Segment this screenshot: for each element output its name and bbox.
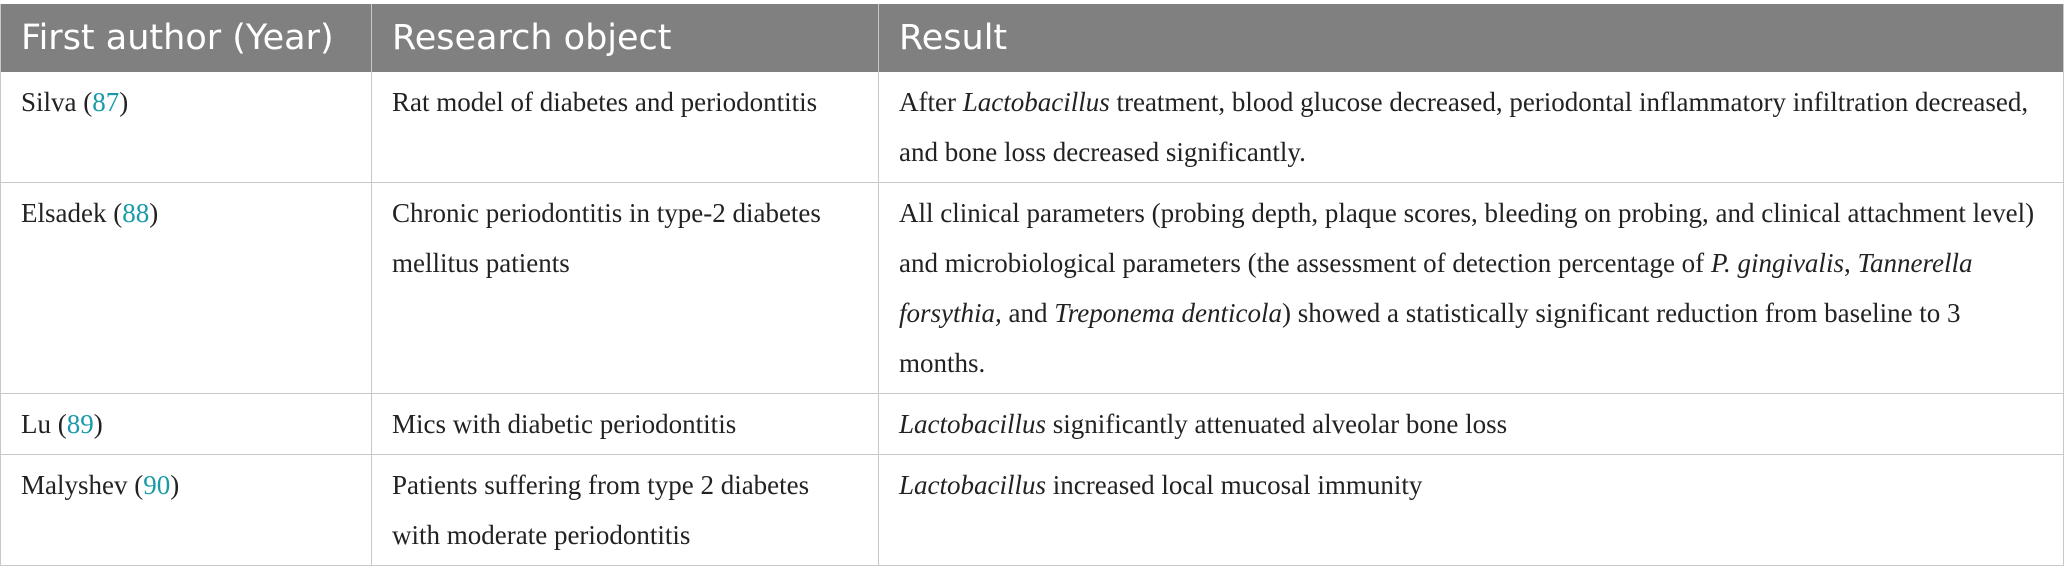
result-text: Lactobacillus <box>899 470 1046 500</box>
author-cell: Lu (89) <box>1 394 372 455</box>
author-name: Lu <box>21 409 51 439</box>
research-object-cell: Chronic periodontitis in type-2 diabetes mellitus patients <box>372 183 879 394</box>
author-cell: Malyshev (90) <box>1 455 372 566</box>
result-text: P. gingivalis <box>1710 248 1844 278</box>
result-cell <box>879 183 2064 394</box>
result-text: , <box>1843 248 1858 278</box>
author-cell: Elsadek (88) <box>1 183 372 394</box>
reference-link[interactable]: 88 <box>122 198 150 228</box>
research-object-cell: Rat model of diabetes and periodontitis <box>372 72 879 183</box>
result-text: Lactobacillus <box>899 409 1046 439</box>
result-cell <box>879 455 2064 566</box>
reference-link[interactable]: 87 <box>92 87 120 117</box>
table-row <box>1 183 2064 394</box>
author-name: Elsadek <box>21 198 107 228</box>
header-row <box>1 4 2064 72</box>
reference-link[interactable]: 90 <box>143 470 171 500</box>
result-text: ) showed a statistically significant reduction from baseline to 3 months. <box>899 298 1966 378</box>
studies-table <box>0 4 2064 566</box>
result-text: significantly attenuated alveolar bone loss <box>1046 409 1508 439</box>
result-text: Tannerella forsythia, <box>899 248 1973 328</box>
table-row <box>1 455 2064 566</box>
result-text: treatment, blood glucose decreased, periodontal inflammatory infiltration decreased, and bone loss decreased significantly. <box>899 87 2029 167</box>
header-research-object: Research object <box>372 4 879 72</box>
result-text: After <box>899 87 963 117</box>
result-cell <box>879 394 2064 455</box>
result-text: Treponema denticola <box>1054 298 1282 328</box>
result-text: All clinical parameters (probing depth, plaque scores, bleeding on probing, and clinical attachment level) and microbiological parameters (the assessment of detection percentage of <box>899 198 2035 278</box>
author-name: Silva <box>21 87 77 117</box>
research-object-cell: Mics with diabetic periodontitis <box>372 394 879 455</box>
result-text: increased local mucosal immunity <box>1046 470 1423 500</box>
result-text: and <box>1001 298 1055 328</box>
header-result: Result <box>879 4 2064 72</box>
author-name: Malyshev <box>21 470 128 500</box>
table-row <box>1 72 2064 183</box>
table-row <box>1 394 2064 455</box>
author-cell: Silva (87) <box>1 72 372 183</box>
header-author: First author (Year) <box>1 4 372 72</box>
reference-link[interactable]: 89 <box>66 409 94 439</box>
research-object-cell: Patients suffering from type 2 diabetes with moderate periodontitis <box>372 455 879 566</box>
result-cell <box>879 72 2064 183</box>
result-text: Lactobacillus <box>962 87 1110 117</box>
